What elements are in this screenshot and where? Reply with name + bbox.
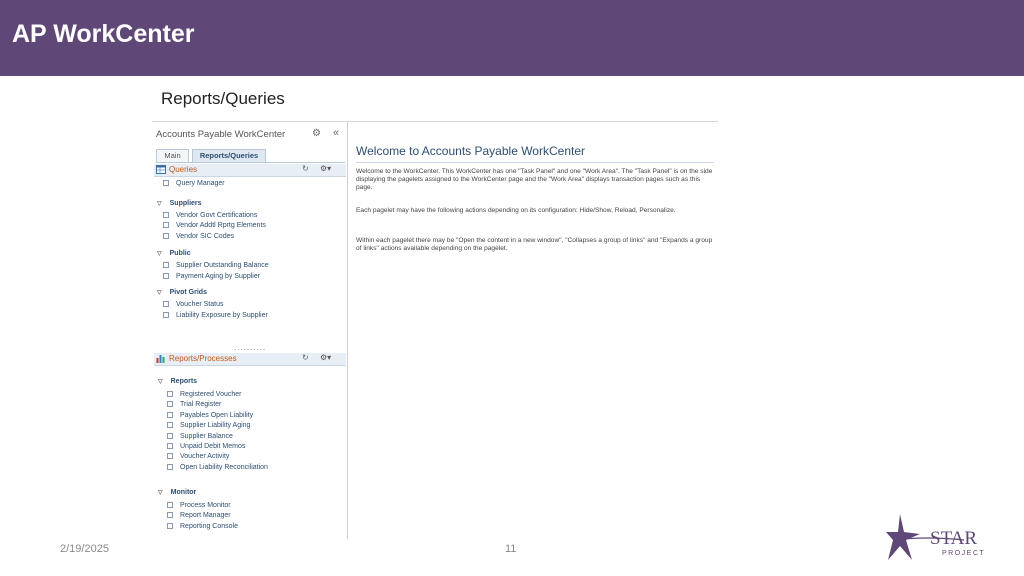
welcome-paragraph: Within each pagelet there may be "Open the content in a new window", "Collapses a group of links" and "Expands a group of links" actions available depending on the pagelet. [356,237,713,252]
list-item[interactable] [167,443,245,450]
list-item-icon [163,312,169,318]
item-label: Payables Open Liability [180,412,254,419]
item-label: Vendor SIC Codes [176,233,234,240]
group-label: Pivot Grids [169,289,207,296]
slide-subtitle: Reports/Queries [161,89,285,108]
list-item[interactable] [167,502,231,509]
list-item-icon [167,422,173,428]
list-item-icon [167,502,173,508]
list-item[interactable] [163,301,223,308]
resize-handle[interactable]: .......... [234,343,267,352]
group-label: Public [169,250,191,257]
title-bar [0,0,1024,76]
list-item-icon [167,464,173,470]
item-label: Query Manager [176,180,225,187]
logo-text: STAR [930,528,978,549]
item-label: Supplier Balance [180,433,233,440]
item-label: Supplier Liability Aging [180,422,251,429]
list-item-icon [167,453,173,459]
bar-chart-icon [156,354,166,363]
item-label: Process Monitor [180,502,231,509]
item-label: Voucher Status [176,301,224,308]
list-item-icon [167,433,173,439]
group-monitor[interactable] [158,489,196,496]
expand-triangle-icon: ▽ [158,379,163,385]
list-item-icon [163,301,169,307]
expand-triangle-icon: ▽ [157,290,162,296]
welcome-divider [356,162,714,163]
list-item[interactable] [163,233,234,240]
list-item[interactable] [167,464,268,471]
list-item[interactable] [167,422,250,429]
list-item[interactable] [163,222,266,229]
list-item[interactable] [163,312,268,319]
group-label: Suppliers [169,200,202,207]
workcenter-screenshot [152,121,718,538]
list-item[interactable] [163,180,225,187]
item-label: Liability Exposure by Supplier [176,312,268,319]
list-item[interactable] [167,512,231,519]
item-label: Voucher Activity [180,453,230,460]
tab-main[interactable]: Main [156,149,189,162]
queries-pagelet-header[interactable] [154,164,346,177]
page-number: 11 [505,543,517,555]
task-panel [152,122,348,539]
list-item-icon [167,391,173,397]
tab-divider [156,162,345,163]
tab-reports-queries[interactable]: Reports/Queries [192,149,266,162]
welcome-paragraph: Each pagelet may have the following actions depending on its configuration: Hide/Show, Reload, Personalize. [356,207,676,214]
group-public[interactable] [157,250,191,257]
group-reports[interactable] [158,378,197,385]
star-logo [886,510,996,566]
slide-date: 2/19/2025 [60,543,109,555]
group-label: Monitor [170,489,197,496]
list-item[interactable] [167,433,233,440]
list-item-icon [167,523,173,529]
list-item-icon [163,273,169,279]
reports-header-label: Reports/Processes [169,354,237,363]
expand-triangle-icon: ▽ [157,251,162,257]
logo-subtext: PROJECT [942,550,986,557]
list-item[interactable] [167,523,238,530]
collapse-icon[interactable]: « [333,127,340,139]
work-area [349,122,718,539]
list-item[interactable] [167,391,241,398]
expand-triangle-icon: ▽ [157,201,162,207]
item-label: Report Manager [180,512,231,519]
list-item[interactable] [167,453,229,460]
list-item[interactable] [163,262,269,269]
expand-triangle-icon: ▽ [158,490,163,496]
item-label: Vendor Addtl Rprtg Elements [176,222,266,229]
item-label: Vendor Govt Certifications [176,212,258,219]
group-pivot-grids[interactable] [157,289,207,296]
list-item[interactable] [163,273,260,280]
group-suppliers[interactable] [157,200,202,207]
item-label: Open Liability Reconciliation [180,464,268,471]
item-label: Payment Aging by Supplier [176,273,261,280]
welcome-title: Welcome to Accounts Payable WorkCenter [356,144,585,158]
list-item-icon [163,212,169,218]
gear-icon[interactable]: ⚙ [312,128,321,139]
list-item-icon [167,412,173,418]
item-label: Unpaid Debit Memos [180,443,246,450]
queries-header-label: Queries [169,165,198,174]
reports-pagelet-header[interactable] [154,353,346,366]
list-item-icon [163,180,169,186]
group-label: Reports [170,378,198,385]
list-item-icon [167,443,173,449]
reload-icon[interactable]: ↻ [302,353,309,362]
gear-menu-icon[interactable]: ⚙▾ [320,353,332,362]
list-item-icon [167,512,173,518]
table-icon [156,165,166,174]
list-item-icon [167,401,173,407]
list-item-icon [163,262,169,268]
list-item[interactable] [167,401,221,408]
list-item-icon [163,233,169,239]
welcome-paragraph: Welcome to the WorkCenter. This WorkCenter has one "Task Panel" and one "Work Area". The "Task Panel" is on the side displaying the pagelets assigned to the WorkCenter page and the "Work Area" displays transaction pages such as this page. [356,168,713,191]
list-item[interactable] [167,412,253,419]
item-label: Registered Voucher [180,391,242,398]
item-label: Reporting Console [180,523,238,530]
reload-icon[interactable]: ↻ [302,164,309,173]
item-label: Supplier Outstanding Balance [176,262,269,269]
workcenter-title: Accounts Payable WorkCenter [156,129,286,140]
slide-title: AP WorkCenter [12,20,195,48]
list-item-icon [163,222,169,228]
list-item[interactable] [163,212,257,219]
item-label: Trial Register [180,401,222,408]
gear-menu-icon[interactable]: ⚙▾ [320,164,332,173]
